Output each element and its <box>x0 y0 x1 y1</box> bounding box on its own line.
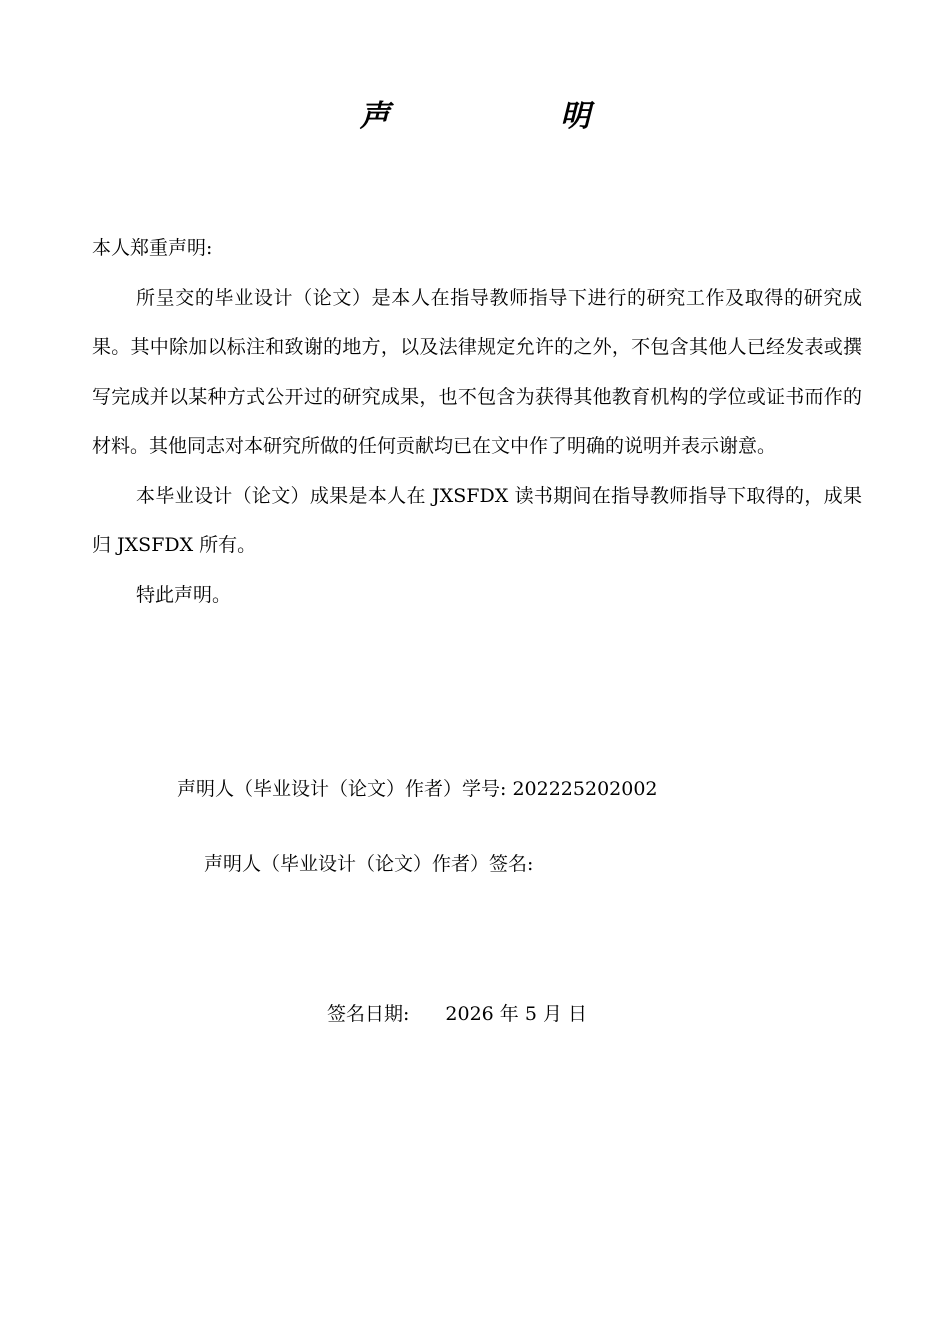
signature-date-value: 2026 年 5 月 日 <box>445 1003 588 1025</box>
paragraph-originality: 所呈交的毕业设计（论文）是本人在指导教师指导下进行的研究工作及取得的研究成果。其中除加以标注和致谢的地方，以及法律规定允许的之外，不包含其他人已经发表或撰写完成并以某种方式公开过的研究成果，也不包含为获得其他教育机构的学位或证书而作的材料。其他同志对本研究所做的任何贡献均已在文中作了明确的说明并表示谢意。 <box>92 286 862 457</box>
declaration-body <box>92 224 862 620</box>
paragraph-ownership: 本毕业设计（论文）成果是本人在 JXSFDX 读书期间在指导教师指导下取得的，成果归 JXSFDX 所有。 <box>92 484 862 556</box>
closing-line: 特此声明。 <box>136 583 232 606</box>
student-id-line <box>177 774 658 804</box>
student-id-value: 202225202002 <box>512 778 658 800</box>
opening-line: 本人郑重声明: <box>92 237 213 259</box>
signature-line <box>204 849 533 879</box>
student-id-label: 声明人（毕业设计（论文）作者）学号: <box>177 778 507 800</box>
page-title: 声 明 <box>359 99 671 134</box>
signature-date-label: 签名日期: <box>327 1003 410 1025</box>
signature-label: 声明人（毕业设计（论文）作者）签名: <box>204 853 534 875</box>
signature-date-line <box>327 999 587 1029</box>
